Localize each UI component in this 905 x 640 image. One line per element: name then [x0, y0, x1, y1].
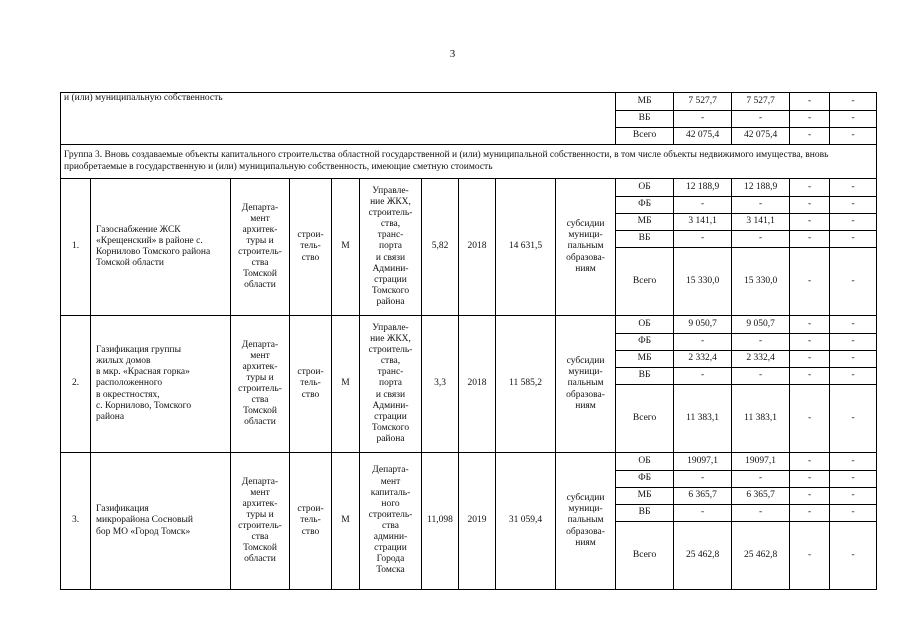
value-cell: -: [830, 453, 877, 471]
source-cell: ФБ: [616, 197, 674, 214]
value-cell: 15 330,0: [732, 248, 790, 316]
value-cell: -: [830, 128, 877, 145]
value-cell: -: [790, 351, 830, 368]
value-cell: -: [830, 334, 877, 351]
value-cell: -: [790, 385, 830, 453]
value-cell: 2 332,4: [674, 351, 732, 368]
project-capacity: 5,82: [422, 179, 459, 316]
project-cost: 11 585,2: [496, 316, 556, 453]
value-cell: -: [674, 334, 732, 351]
project-number: 1.: [61, 179, 91, 316]
continuation-text: и (или) муниципальную собственность: [61, 93, 616, 145]
value-cell: -: [732, 505, 790, 522]
value-cell: -: [732, 197, 790, 214]
value-cell: 9 050,7: [674, 316, 732, 334]
project-block: [61, 453, 877, 590]
value-cell: -: [830, 368, 877, 385]
value-cell: 25 462,8: [732, 522, 790, 590]
project-capacity: 3,3: [422, 316, 459, 453]
value-cell: -: [790, 368, 830, 385]
value-cell: 12 188,9: [674, 179, 732, 197]
value-cell: -: [674, 231, 732, 248]
value-cell: -: [674, 111, 732, 128]
value-cell: 11 383,1: [674, 385, 732, 453]
source-cell: ОБ: [616, 179, 674, 197]
value-cell: -: [732, 231, 790, 248]
project-year: 2018: [459, 316, 496, 453]
project-cost: 14 631,5: [496, 179, 556, 316]
value-cell: -: [830, 231, 877, 248]
value-cell: 7 527,7: [674, 93, 732, 111]
value-cell: -: [790, 179, 830, 197]
project-work-type: строи- тель- ство: [290, 316, 332, 453]
value-cell: -: [830, 214, 877, 231]
value-cell: -: [790, 471, 830, 488]
project-customer: Департа- мент капиталь- ного строитель- ства админи- страции Города Томска: [360, 453, 422, 590]
page-number: 3: [449, 48, 456, 60]
value-cell: -: [790, 214, 830, 231]
value-cell: -: [790, 231, 830, 248]
project-row: [61, 316, 877, 334]
value-cell: -: [790, 522, 830, 590]
project-block: [61, 179, 877, 316]
project-block: [61, 316, 877, 453]
value-cell: 3 141,1: [674, 214, 732, 231]
value-cell: -: [830, 197, 877, 214]
value-cell: -: [830, 93, 877, 111]
project-number: 2.: [61, 316, 91, 453]
project-department: Департа- мент архитек- туры и строитель- ства Томской области: [231, 316, 290, 453]
projects-table: [60, 92, 877, 590]
project-funding: субсидии муници- пальным образова- ниям: [556, 453, 616, 590]
value-cell: 19097,1: [674, 453, 732, 471]
continuation-block: [61, 93, 877, 145]
value-cell: -: [830, 385, 877, 453]
project-customer: Управле- ние ЖКХ, строитель- ства, транс- порта и связи Админи- страции Томского района: [360, 316, 422, 453]
value-cell: 3 141,1: [732, 214, 790, 231]
source-cell: ВБ: [616, 505, 674, 522]
source-cell: МБ: [616, 351, 674, 368]
project-unit: М: [332, 179, 360, 316]
project-row: [61, 453, 877, 471]
source-cell: ФБ: [616, 471, 674, 488]
value-cell: -: [674, 197, 732, 214]
value-cell: -: [790, 453, 830, 471]
value-cell: -: [830, 111, 877, 128]
value-cell: 15 330,0: [674, 248, 732, 316]
group-3-block: [61, 145, 877, 179]
value-cell: 11 383,1: [732, 385, 790, 453]
value-cell: -: [790, 505, 830, 522]
source-cell: ФБ: [616, 334, 674, 351]
value-cell: -: [830, 522, 877, 590]
source-cell: ВБ: [616, 231, 674, 248]
value-cell: -: [830, 471, 877, 488]
source-cell: ВБ: [616, 368, 674, 385]
value-cell: -: [732, 334, 790, 351]
value-cell: 6 365,7: [732, 488, 790, 505]
project-name: Газификация микрорайона Сосновый бор МО «Город Томск»: [91, 453, 231, 590]
project-unit: М: [332, 316, 360, 453]
source-cell: Всего: [616, 248, 674, 316]
project-department: Департа- мент архитек- туры и строитель- ства Томской области: [231, 453, 290, 590]
value-cell: 9 050,7: [732, 316, 790, 334]
project-department: Департа- мент архитек- туры и строитель- ства Томской области: [231, 179, 290, 316]
value-cell: -: [830, 505, 877, 522]
value-cell: -: [674, 471, 732, 488]
project-funding: субсидии муници- пальным образова- ниям: [556, 316, 616, 453]
value-cell: -: [830, 488, 877, 505]
project-work-type: строи- тель- ство: [290, 179, 332, 316]
project-year: 2018: [459, 179, 496, 316]
project-work-type: строи- тель- ство: [290, 453, 332, 590]
value-cell: -: [790, 93, 830, 111]
value-cell: -: [732, 368, 790, 385]
value-cell: -: [830, 351, 877, 368]
value-cell: 42 075,4: [674, 128, 732, 145]
project-name: Газификация группы жилых домов в мкр. «Красная горка» расположенного в окрестностях, с. Корнилово, Томского района: [91, 316, 231, 453]
source-cell: Всего: [616, 522, 674, 590]
value-cell: 7 527,7: [732, 93, 790, 111]
project-funding: субсидии муници- пальным образова- ниям: [556, 179, 616, 316]
value-cell: 6 365,7: [674, 488, 732, 505]
project-customer: Управле- ние ЖКХ, строитель- ства, транс- порта и связи Админи- страции Томского района: [360, 179, 422, 316]
value-cell: -: [790, 248, 830, 316]
source-cell: Всего: [616, 385, 674, 453]
value-cell: 12 188,9: [732, 179, 790, 197]
value-cell: 19097,1: [732, 453, 790, 471]
source-cell: ОБ: [616, 453, 674, 471]
source-cell: ВБ: [616, 111, 674, 128]
continuation-row: [61, 93, 877, 111]
value-cell: -: [790, 488, 830, 505]
source-cell: Всего: [616, 128, 674, 145]
value-cell: -: [790, 111, 830, 128]
project-year: 2019: [459, 453, 496, 590]
value-cell: -: [790, 197, 830, 214]
value-cell: -: [674, 368, 732, 385]
source-cell: МБ: [616, 93, 674, 111]
value-cell: -: [732, 471, 790, 488]
value-cell: -: [790, 334, 830, 351]
project-row: [61, 179, 877, 197]
value-cell: -: [830, 316, 877, 334]
value-cell: -: [830, 248, 877, 316]
value-cell: 42 075,4: [732, 128, 790, 145]
project-name: Газоснабжение ЖСК «Крещенский» в районе с. Корнилово Томского района Томской области: [91, 179, 231, 316]
project-capacity: 11,098: [422, 453, 459, 590]
value-cell: -: [790, 316, 830, 334]
value-cell: -: [830, 179, 877, 197]
project-cost: 31 059,4: [496, 453, 556, 590]
value-cell: -: [790, 128, 830, 145]
value-cell: -: [674, 505, 732, 522]
project-unit: М: [332, 453, 360, 590]
project-number: 3.: [61, 453, 91, 590]
value-cell: -: [732, 111, 790, 128]
source-cell: ОБ: [616, 316, 674, 334]
value-cell: 25 462,8: [674, 522, 732, 590]
source-cell: МБ: [616, 214, 674, 231]
source-cell: МБ: [616, 488, 674, 505]
group-3-title: Группа 3. Вновь создаваемые объекты капитального строительства областной государственной и (или) муниципальной собственности, в том числе объекты недвижимого имущества, вновь приобретаемые в государственную и (или) муниципальную собственность, имеющие сметную стоимость: [61, 145, 877, 179]
value-cell: 2 332,4: [732, 351, 790, 368]
